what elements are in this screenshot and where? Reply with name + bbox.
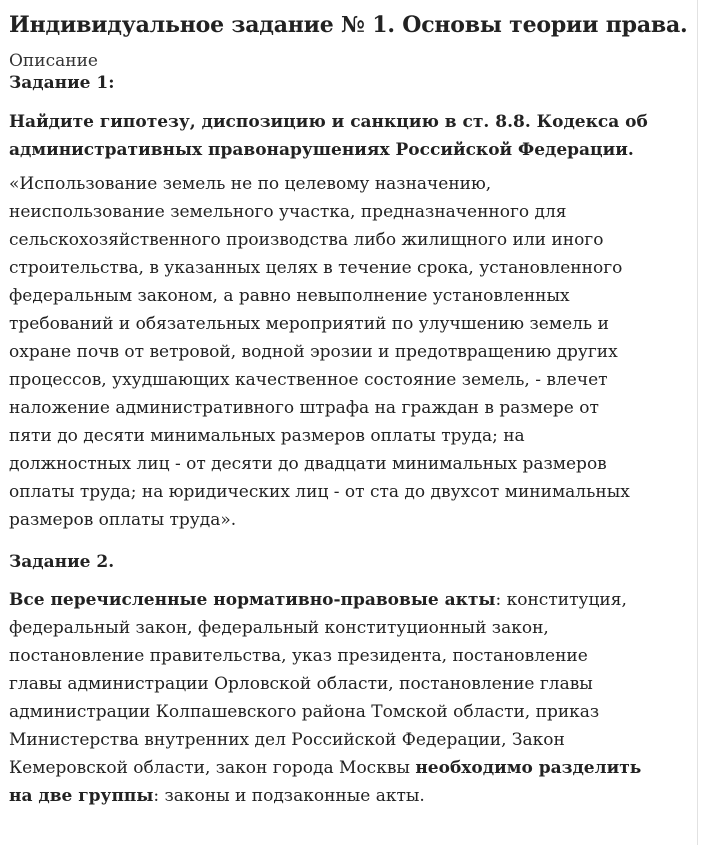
task2-text: : законы и подзаконные акты.: [153, 786, 425, 806]
quote-line: должностных лиц - от десяти до двадцати минимальных размеров: [9, 454, 607, 474]
quote-line: федеральным законом, а равно невыполнение установленных: [9, 286, 570, 306]
description-label: Описание: [9, 51, 98, 71]
task2-emphasis: необходимо разделить: [415, 758, 642, 778]
quote-line: сельскохозяйственного производства либо жилищного или иного: [9, 230, 604, 250]
task2-line: [9, 782, 689, 810]
task2-text: : конституция,: [495, 590, 627, 610]
quote-line: пяти до десяти минимальных размеров оплаты труда; на: [9, 426, 525, 446]
quote-line: охране почв от ветровой, водной эрозии и предотвращению других: [9, 342, 618, 362]
task2-heading: Задание 2.: [9, 552, 115, 572]
task2-line: [9, 586, 689, 614]
quote-line: оплаты труда; на юридических лиц - от ста до двухсот минимальных: [9, 482, 630, 502]
quote-line: строительства, в указанных целях в течение срока, установленного: [9, 258, 623, 278]
quote-line: размеров оплаты труда».: [9, 510, 237, 530]
task2-text: Кемеровской области, закон города Москвы: [9, 758, 416, 778]
quote-line: процессов, ухудшающих качественное состояние земель, - влечет: [9, 370, 608, 390]
task1-quote: [9, 170, 697, 534]
task1-question-line: Найдите гипотезу, диспозицию и санкцию в ст. 8.8. Кодекса об: [9, 112, 648, 132]
task2-emphasis: на две группы: [9, 786, 154, 806]
task2-body: [9, 586, 697, 810]
task2-line: администрации Колпашевского района Томской области, приказ: [9, 702, 600, 722]
task2-emphasis: Все перечисленные нормативно-правовые акты: [9, 590, 496, 610]
task2-line: Министерства внутренних дел Российской Федерации, Закон: [9, 730, 565, 750]
task1-question-line: административных правонарушениях Российской Федерации.: [9, 140, 634, 160]
page-title: Индивидуальное задание № 1. Основы теории права.: [9, 12, 688, 38]
task2-line: [9, 754, 689, 782]
quote-line: наложение административного штрафа на граждан в размере от: [9, 398, 599, 418]
task1-question: [9, 108, 697, 164]
task2-line: федеральный закон, федеральный конституционный закон,: [9, 618, 549, 638]
quote-line: «Использование земель не по целевому назначению,: [9, 174, 492, 194]
task2-line: главы администрации Орловской области, постановление главы: [9, 674, 593, 694]
quote-line: требований и обязательных мероприятий по улучшению земель и: [9, 314, 609, 334]
task2-line: постановление правительства, указ президента, постановление: [9, 646, 588, 666]
task1-heading: Задание 1:: [9, 73, 115, 93]
quote-line: неиспользование земельного участка, предназначенного для: [9, 202, 567, 222]
